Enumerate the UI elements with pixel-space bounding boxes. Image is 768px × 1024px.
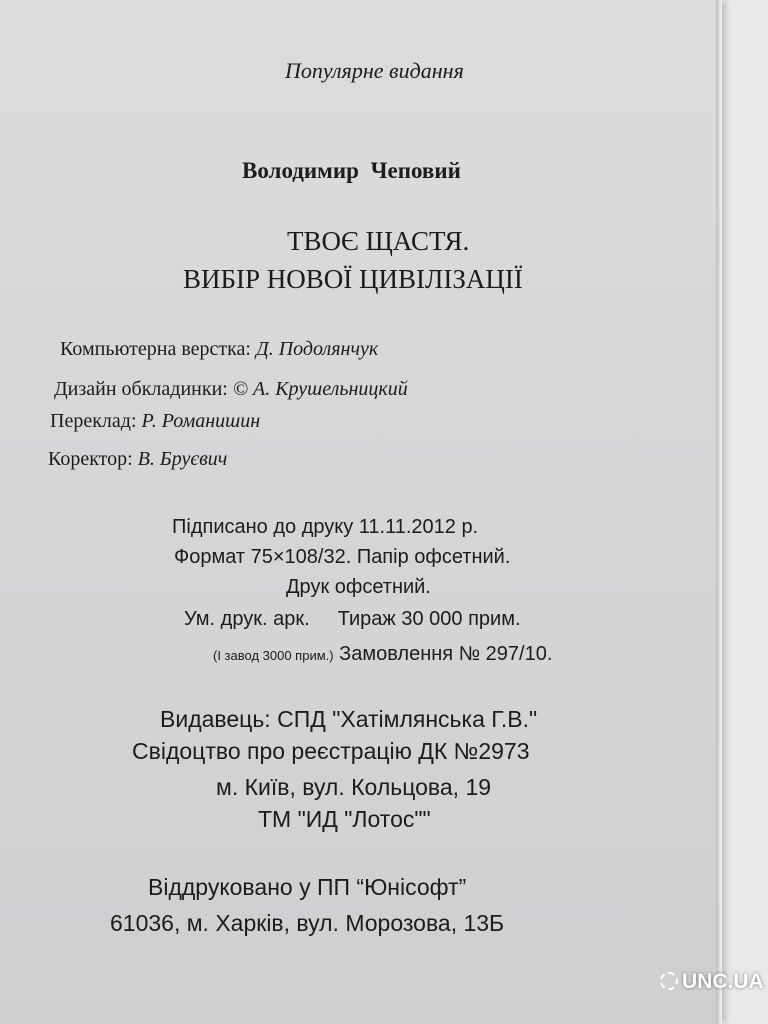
publisher-trademark: ТМ "ИД "Лотос"" xyxy=(258,806,431,832)
author-name: Володимир Чеповий xyxy=(242,158,461,183)
credit-translation xyxy=(50,410,260,433)
imprint-run: Тираж 30 000 прим. xyxy=(337,608,521,630)
printer-name: Віддруковано у ПП “Юнісофт” xyxy=(148,874,467,900)
publisher-name: Видавець: СПД "Хатімлянська Г.В." xyxy=(160,706,538,732)
credit-role: Коректор: xyxy=(48,448,133,470)
book-title-line-2: ВИБІР НОВОЇ ЦИВІЛІЗАЦІЇ xyxy=(183,264,523,294)
credit-person: В. Бруєвич xyxy=(137,448,228,470)
page-edge xyxy=(716,0,722,1024)
credit-person: Д. Подолянчук xyxy=(256,338,379,360)
credit-layout xyxy=(60,338,378,361)
imprint-format: Формат 75×108/32. Папір офсетний. xyxy=(174,546,511,568)
publisher-registration: Свідоцтво про реєстрацію ДК №2973 xyxy=(132,738,530,764)
imprint-order-number: Замовлення № 297/10. xyxy=(339,643,553,665)
publisher-address: м. Київ, вул. Кольцова, 19 xyxy=(216,774,492,800)
credit-role: Компьютерна верстка: xyxy=(60,338,251,360)
credit-role: Переклад: xyxy=(50,410,137,432)
imprint-print: Друк офсетний. xyxy=(286,576,431,598)
credit-proofreader xyxy=(48,448,227,471)
credit-cover-design xyxy=(54,378,408,401)
imprint-sheets-run xyxy=(184,608,521,631)
imprint-sheets: Ум. друк. арк. xyxy=(184,608,310,630)
series-label: Популярне видання xyxy=(285,58,464,83)
credit-person: © А. Крушельницкий xyxy=(232,378,408,400)
watermark xyxy=(660,970,764,994)
printer-address: 61036, м. Харків, вул. Морозова, 13Б xyxy=(110,910,505,936)
sun-logo-icon xyxy=(660,972,678,990)
imprint-order xyxy=(213,643,552,666)
imprint-signed: Підписано до друку 11.11.2012 р. xyxy=(172,516,479,538)
book-title-line-1: ТВОЄ ЩАСТЯ. xyxy=(287,226,470,256)
watermark-text: UNC.UA xyxy=(682,970,764,993)
imprint-batch: (І завод 3000 прим.) xyxy=(213,648,334,663)
credit-role: Дизайн обкладинки: xyxy=(54,378,228,400)
credit-person: Р. Романишин xyxy=(141,410,261,432)
